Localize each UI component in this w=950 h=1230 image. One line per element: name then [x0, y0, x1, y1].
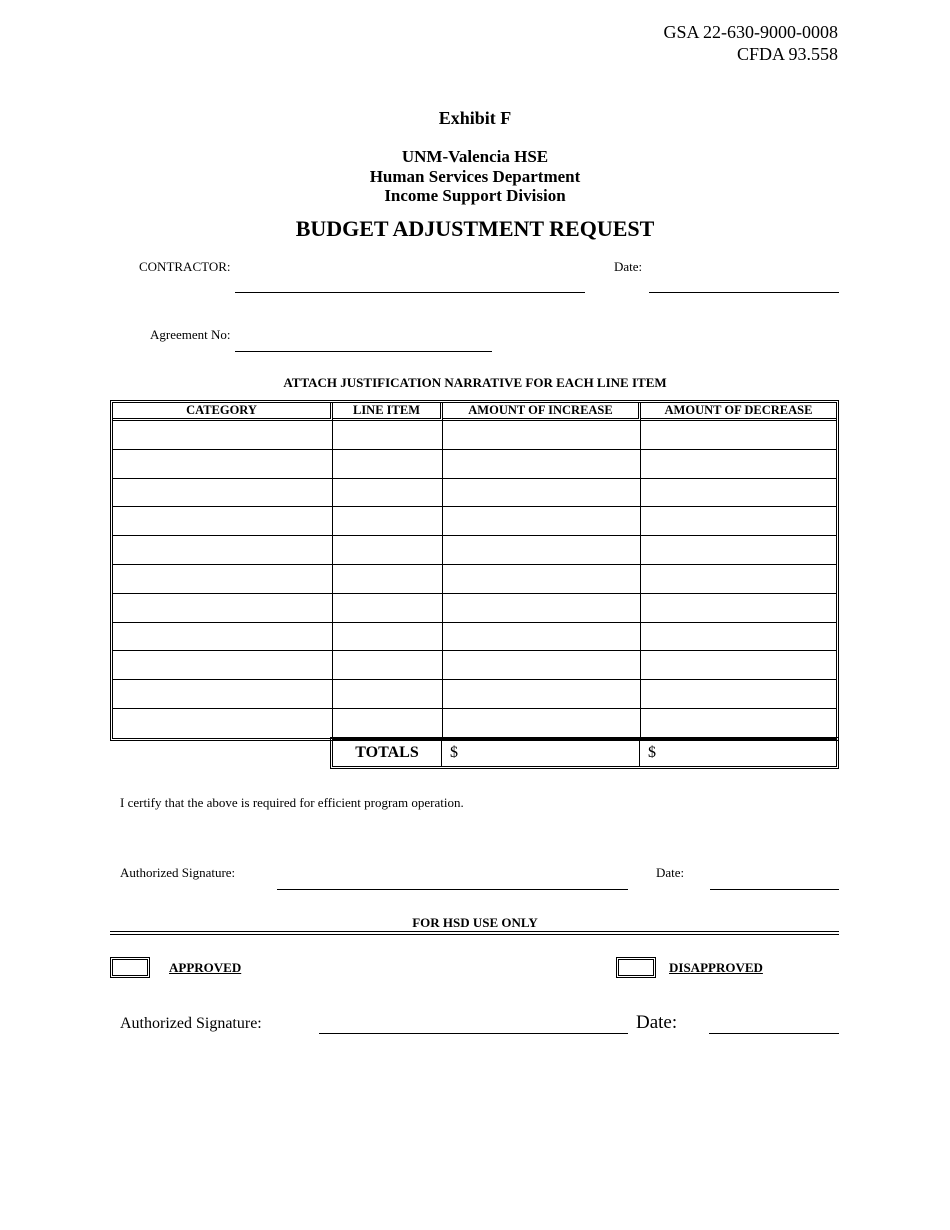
- increase-cell[interactable]: [443, 536, 641, 565]
- hsd-date-label: Date:: [636, 1012, 678, 1033]
- page-title: BUDGET ADJUSTMENT REQUEST: [295, 216, 655, 241]
- org-line-1: UNM-Valencia HSE: [401, 147, 549, 166]
- column-header-decrease: AMOUNT OF DECREASE: [641, 403, 836, 421]
- increase-currency: $: [450, 744, 458, 761]
- hsd-signature-field[interactable]: [319, 1033, 628, 1034]
- line-item-cell[interactable]: [333, 421, 443, 450]
- column-header-increase: AMOUNT OF INCREASE: [443, 403, 641, 421]
- line-item-cell[interactable]: [333, 565, 443, 594]
- line-item-cell[interactable]: [333, 450, 443, 479]
- totals-label: TOTALS: [333, 740, 442, 766]
- table-row: [113, 421, 836, 450]
- disapproved-checkbox[interactable]: [616, 957, 656, 978]
- line-item-cell[interactable]: [333, 680, 443, 709]
- total-increase-cell[interactable]: [442, 740, 640, 766]
- certification-statement: I certify that the above is required for efficient program operation.: [120, 795, 464, 810]
- increase-cell[interactable]: [443, 421, 641, 450]
- decrease-cell[interactable]: [641, 450, 836, 479]
- line-item-cell[interactable]: [333, 709, 443, 738]
- agreement-field[interactable]: [235, 351, 492, 352]
- hsd-divider: [110, 931, 839, 935]
- category-cell[interactable]: [113, 536, 333, 565]
- decrease-cell[interactable]: [641, 594, 836, 623]
- table-row: [113, 623, 836, 652]
- decrease-currency: $: [648, 744, 656, 761]
- table-row: [113, 479, 836, 508]
- table-row: [113, 536, 836, 565]
- category-cell[interactable]: [113, 680, 333, 709]
- date-label: Date:: [614, 259, 643, 274]
- category-cell[interactable]: [113, 594, 333, 623]
- category-cell[interactable]: [113, 450, 333, 479]
- category-cell[interactable]: [113, 651, 333, 680]
- decrease-cell[interactable]: [641, 507, 836, 536]
- certify-date-field[interactable]: [710, 889, 839, 890]
- budget-table-body: [113, 421, 836, 738]
- increase-cell[interactable]: [443, 507, 641, 536]
- hsd-signature-label: Authorized Signature:: [120, 1015, 262, 1032]
- decrease-cell[interactable]: [641, 536, 836, 565]
- increase-cell[interactable]: [443, 594, 641, 623]
- table-row: [113, 507, 836, 536]
- total-decrease-cell[interactable]: [640, 740, 836, 766]
- decrease-cell[interactable]: [641, 479, 836, 508]
- exhibit-label: Exhibit F: [438, 108, 512, 128]
- certify-date-label: Date:: [656, 865, 685, 880]
- category-cell[interactable]: [113, 709, 333, 738]
- agreement-label: Agreement No:: [150, 327, 231, 342]
- contractor-label: CONTRACTOR:: [139, 259, 231, 274]
- certify-signature-label: Authorized Signature:: [120, 865, 236, 880]
- certify-signature-field[interactable]: [277, 889, 628, 890]
- org-line-2: Human Services Department: [369, 167, 581, 186]
- category-cell[interactable]: [113, 421, 333, 450]
- column-header-category: CATEGORY: [113, 403, 333, 421]
- date-field[interactable]: [649, 292, 839, 293]
- line-item-cell[interactable]: [333, 623, 443, 652]
- line-item-cell[interactable]: [333, 536, 443, 565]
- approved-checkbox[interactable]: [110, 957, 150, 978]
- increase-cell[interactable]: [443, 709, 641, 738]
- hsd-heading: FOR HSD USE ONLY: [412, 915, 538, 930]
- decrease-cell[interactable]: [641, 623, 836, 652]
- approved-label: APPROVED: [169, 960, 242, 975]
- line-item-cell[interactable]: [333, 594, 443, 623]
- budget-table: [110, 400, 839, 741]
- decrease-cell[interactable]: [641, 709, 836, 738]
- increase-cell[interactable]: [443, 479, 641, 508]
- category-cell[interactable]: [113, 479, 333, 508]
- increase-cell[interactable]: [443, 565, 641, 594]
- contract-reference: GSA 22-630-9000-0008: [663, 22, 838, 42]
- increase-cell[interactable]: [443, 651, 641, 680]
- category-cell[interactable]: [113, 565, 333, 594]
- table-row: [113, 594, 836, 623]
- disapproved-label: DISAPPROVED: [669, 960, 763, 975]
- contractor-field[interactable]: [235, 292, 585, 293]
- line-item-cell[interactable]: [333, 479, 443, 508]
- increase-cell[interactable]: [443, 680, 641, 709]
- justification-instruction: ATTACH JUSTIFICATION NARRATIVE FOR EACH LINE ITEM: [283, 375, 667, 390]
- column-header-line-item: LINE ITEM: [333, 403, 443, 421]
- decrease-cell[interactable]: [641, 651, 836, 680]
- table-row: [113, 450, 836, 479]
- table-row: [113, 651, 836, 680]
- org-line-3: Income Support Division: [384, 186, 566, 205]
- hsd-date-field[interactable]: [709, 1033, 839, 1034]
- table-row: [113, 709, 836, 738]
- increase-cell[interactable]: [443, 450, 641, 479]
- line-item-cell[interactable]: [333, 651, 443, 680]
- line-item-cell[interactable]: [333, 507, 443, 536]
- table-row: [113, 565, 836, 594]
- cfda-reference: CFDA 93.558: [736, 44, 838, 64]
- totals-row: [330, 737, 839, 769]
- category-cell[interactable]: [113, 623, 333, 652]
- category-cell[interactable]: [113, 507, 333, 536]
- decrease-cell[interactable]: [641, 565, 836, 594]
- decrease-cell[interactable]: [641, 421, 836, 450]
- table-row: [113, 680, 836, 709]
- increase-cell[interactable]: [443, 623, 641, 652]
- decrease-cell[interactable]: [641, 680, 836, 709]
